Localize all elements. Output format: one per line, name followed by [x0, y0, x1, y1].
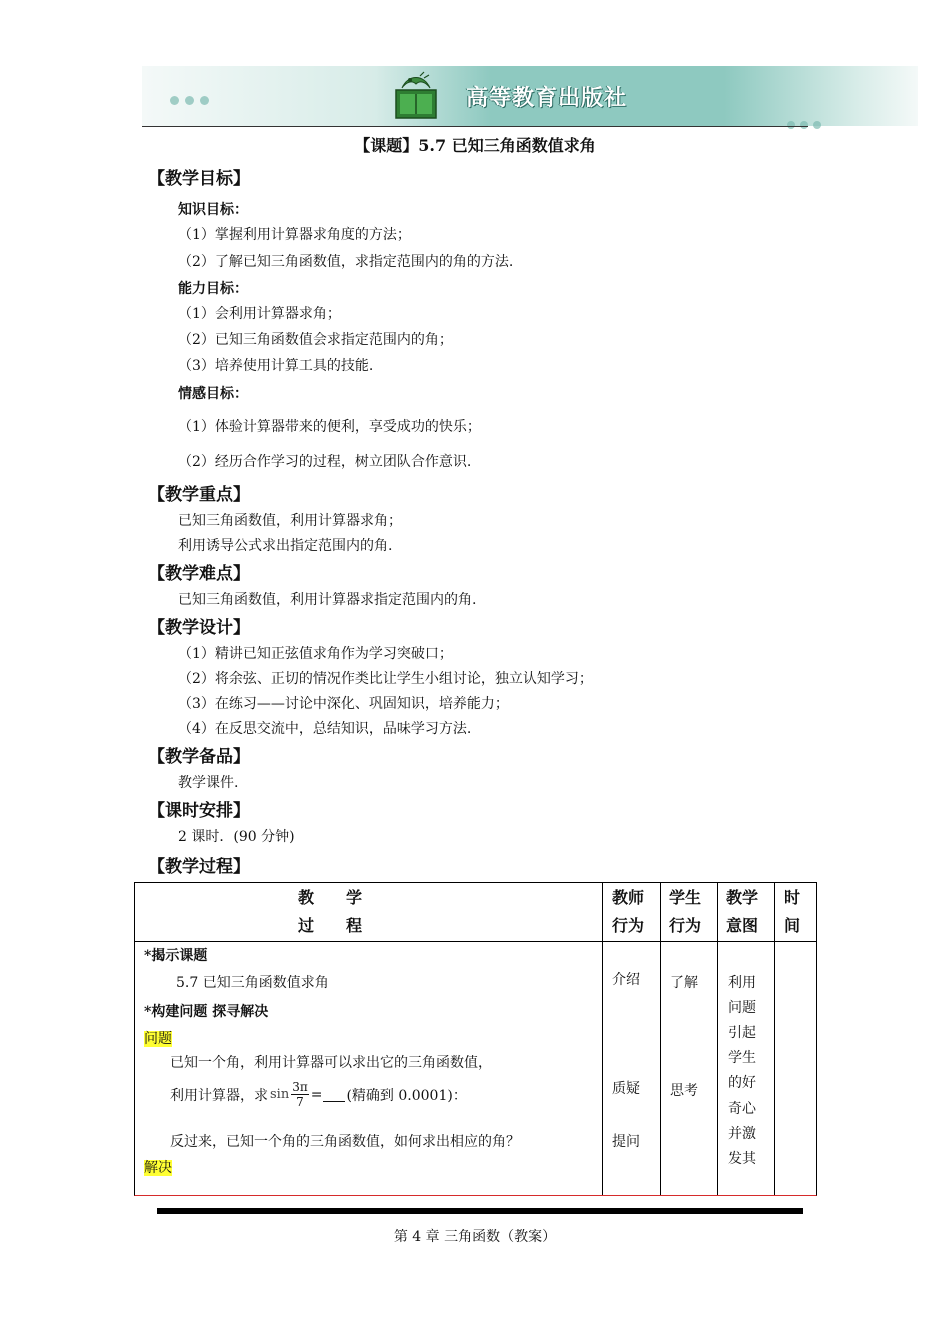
header-student-line2: 行为: [669, 916, 702, 935]
design-line: （3）在练习——讨论中深化、巩固知识，培养能力；: [178, 696, 509, 712]
knowledge-label: 知识目标：: [178, 202, 248, 218]
schedule-line: 2 课时．(90 分钟): [178, 829, 295, 845]
teacher-action: 质疑: [612, 1081, 640, 1097]
table-header-divider: [134, 941, 816, 942]
intent-line: 发其: [728, 1151, 756, 1167]
materials-heading: 【教学备品】: [148, 747, 250, 767]
reveal-text: 5.7 已知三角函数值求角: [176, 975, 329, 991]
emotion-label: 情感目标：: [178, 386, 248, 402]
problem-formula-line: [170, 1080, 467, 1109]
difficulties-heading: 【教学难点】: [148, 564, 250, 584]
header-rule: [142, 126, 808, 127]
intent-line: 的好: [728, 1075, 756, 1091]
ability-item: （2）已知三角函数值会求指定范围内的角；: [178, 332, 453, 348]
fraction-3pi-over-7: [291, 1080, 309, 1109]
table-col-divider: [774, 882, 775, 1195]
materials-line: 教学课件.: [178, 775, 239, 791]
ability-label: 能力目标：: [178, 281, 248, 297]
header-intent-line2: 意图: [726, 916, 759, 935]
problem-text-prefix: 利用计算器，求: [170, 1087, 268, 1104]
design-line: （2）将余弦、正切的情况作类比让学生小组讨论，独立认知学习；: [178, 671, 593, 687]
key-points-heading: 【教学重点】: [148, 485, 250, 505]
header-time-line1: 时: [784, 888, 801, 907]
dragon-book-logo-icon: [390, 70, 442, 122]
key-point-line: 利用诱导公式求出指定范围内的角.: [178, 538, 393, 554]
header-process-line1: 教 学: [298, 888, 363, 907]
table-col-divider: [660, 882, 661, 1195]
footer-rule: [157, 1208, 803, 1214]
publisher-banner: [142, 66, 918, 126]
fraction-denominator: 7: [296, 1095, 304, 1109]
student-action: 了解: [670, 975, 698, 991]
objectives-heading: 【教学目标】: [148, 169, 250, 189]
problem-text: 反过来，已知一个角的三角函数值，如何求出相应的角？: [170, 1134, 520, 1150]
header-student-line1: 学生: [669, 888, 702, 907]
teacher-action: 介绍: [612, 972, 640, 988]
fraction-numerator: 3π: [292, 1080, 308, 1094]
header-process-line2: 过 程: [298, 916, 363, 935]
header-intent-line1: 教学: [726, 888, 759, 907]
table-col-divider: [602, 882, 603, 1195]
knowledge-item: （2）了解已知三角函数值，求指定范围内的角的方法.: [178, 254, 514, 270]
key-point-line: 已知三角函数值，利用计算器求角；: [178, 513, 402, 529]
emotion-item: （1）体验计算器带来的便利，享受成功的快乐；: [178, 419, 481, 435]
design-line: （4）在反思交流中，总结知识，品味学习方法.: [178, 721, 472, 737]
intent-line: 并激: [728, 1126, 756, 1142]
banner-dots-decoration-right: [787, 114, 826, 133]
intent-line: 利用: [728, 975, 756, 991]
ability-item: （3）培养使用计算工具的技能.: [178, 358, 374, 374]
knowledge-item: （1）掌握利用计算器求角度的方法；: [178, 227, 411, 243]
difficulty-line: 已知三角函数值，利用计算器求指定范围内的角.: [178, 592, 477, 608]
header-teacher-line1: 教师: [612, 888, 645, 907]
publisher-name: 高等教育出版社: [466, 86, 628, 111]
intent-line: 奇心: [728, 1101, 756, 1117]
process-heading: 【教学过程】: [148, 857, 250, 877]
header-teacher-line2: 行为: [612, 916, 645, 935]
problem-text: 已知一个角，利用计算器可以求出它的三角函数值，: [170, 1055, 492, 1071]
schedule-heading: 【课时安排】: [148, 801, 250, 821]
solve-tag: 解决: [144, 1160, 172, 1176]
problem-tag: 问题: [144, 1031, 172, 1047]
intent-line: 学生: [728, 1050, 756, 1066]
table-col-divider: [717, 882, 718, 1195]
equals-sign: =: [310, 1086, 323, 1103]
precision-note: (精确到 0.0001)：: [346, 1087, 467, 1104]
ability-item: （1）会利用计算器求角；: [178, 306, 341, 322]
page-footer: 第 4 章 三角函数（教案）: [393, 1229, 557, 1245]
intent-line: 问题: [728, 1000, 756, 1016]
sin-symbol: sin: [270, 1087, 290, 1102]
student-action: 思考: [670, 1083, 698, 1099]
emotion-item: （2）经历合作学习的过程，树立团队合作意识.: [178, 454, 472, 470]
build-heading: *构建问题 探寻解决: [144, 1004, 269, 1020]
reveal-heading: *揭示课题: [144, 948, 208, 964]
header-time-line2: 间: [784, 916, 801, 935]
design-heading: 【教学设计】: [148, 618, 250, 638]
answer-blank: [323, 1087, 345, 1102]
banner-dots-decoration: [170, 90, 215, 109]
intent-line: 引起: [728, 1025, 756, 1041]
design-line: （1）精讲已知正弦值求角作为学习突破口；: [178, 646, 453, 662]
lesson-title: 【课题】5.7 已知三角函数值求角: [354, 136, 596, 155]
teacher-action: 提问: [612, 1134, 640, 1150]
